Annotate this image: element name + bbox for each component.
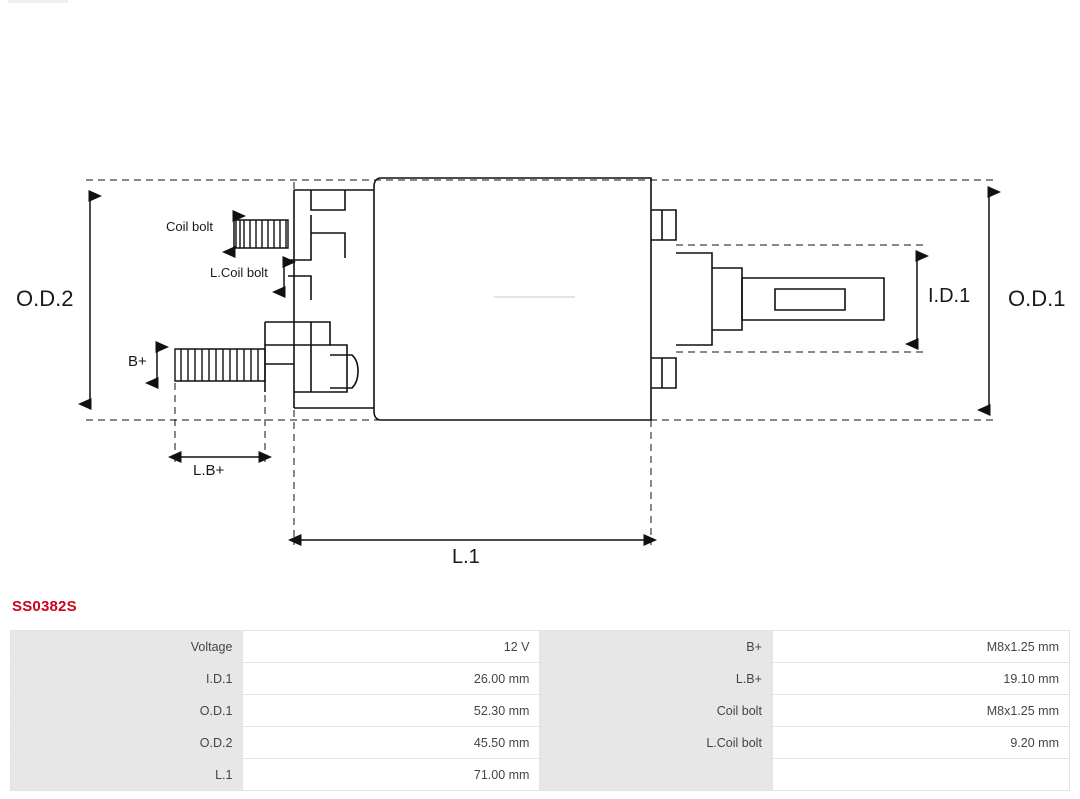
- table-row: [11, 759, 1070, 791]
- spec-value: 26.00 mm: [243, 663, 540, 695]
- spec-label: O.D.2: [11, 727, 243, 759]
- table-row: [11, 663, 1070, 695]
- spec-label: I.D.1: [11, 663, 243, 695]
- plunger-assembly: [651, 210, 884, 388]
- dimension-label-l1: L.1: [452, 546, 480, 568]
- spec-value: 12 V: [243, 631, 540, 663]
- specifications-table: [10, 630, 1070, 791]
- dimension-label-coil-bolt: Coil bolt: [166, 219, 213, 234]
- spec-value-empty: [772, 759, 1069, 791]
- spec-label: L.1: [11, 759, 243, 791]
- dimension-label-od2: O.D.2: [16, 286, 74, 311]
- table-row: [11, 631, 1070, 663]
- spec-value: 45.50 mm: [243, 727, 540, 759]
- dimension-label-l-coil-bolt: L.Coil bolt: [210, 265, 268, 280]
- spec-label-empty: [540, 759, 772, 791]
- dimension-label-od1: O.D.1: [1008, 286, 1066, 311]
- table-row: [11, 695, 1070, 727]
- table-row: [11, 727, 1070, 759]
- spec-label: L.B+: [540, 663, 772, 695]
- spec-value: 9.20 mm: [772, 727, 1069, 759]
- spec-label: L.Coil bolt: [540, 727, 772, 759]
- spec-label: O.D.1: [11, 695, 243, 727]
- dimension-label-id1: I.D.1: [928, 285, 971, 307]
- spec-label: Voltage: [11, 631, 243, 663]
- spec-value: 52.30 mm: [243, 695, 540, 727]
- spec-value: M8x1.25 mm: [772, 631, 1069, 663]
- coil-bolt-shaft: [236, 220, 288, 248]
- part-number: SS0382S: [12, 598, 77, 615]
- b-plus-bolt-shaft: [175, 349, 265, 381]
- solenoid-body-outline: [265, 178, 651, 420]
- dimension-arrows: [90, 192, 989, 540]
- spec-label: B+: [540, 631, 772, 663]
- spec-value: 19.10 mm: [772, 663, 1069, 695]
- spec-value: 71.00 mm: [243, 759, 540, 791]
- spec-value: M8x1.25 mm: [772, 695, 1069, 727]
- spec-label: Coil bolt: [540, 695, 772, 727]
- dimension-label-lbplus: L.B+: [193, 462, 225, 479]
- dimension-label-bplus: B+: [128, 353, 147, 370]
